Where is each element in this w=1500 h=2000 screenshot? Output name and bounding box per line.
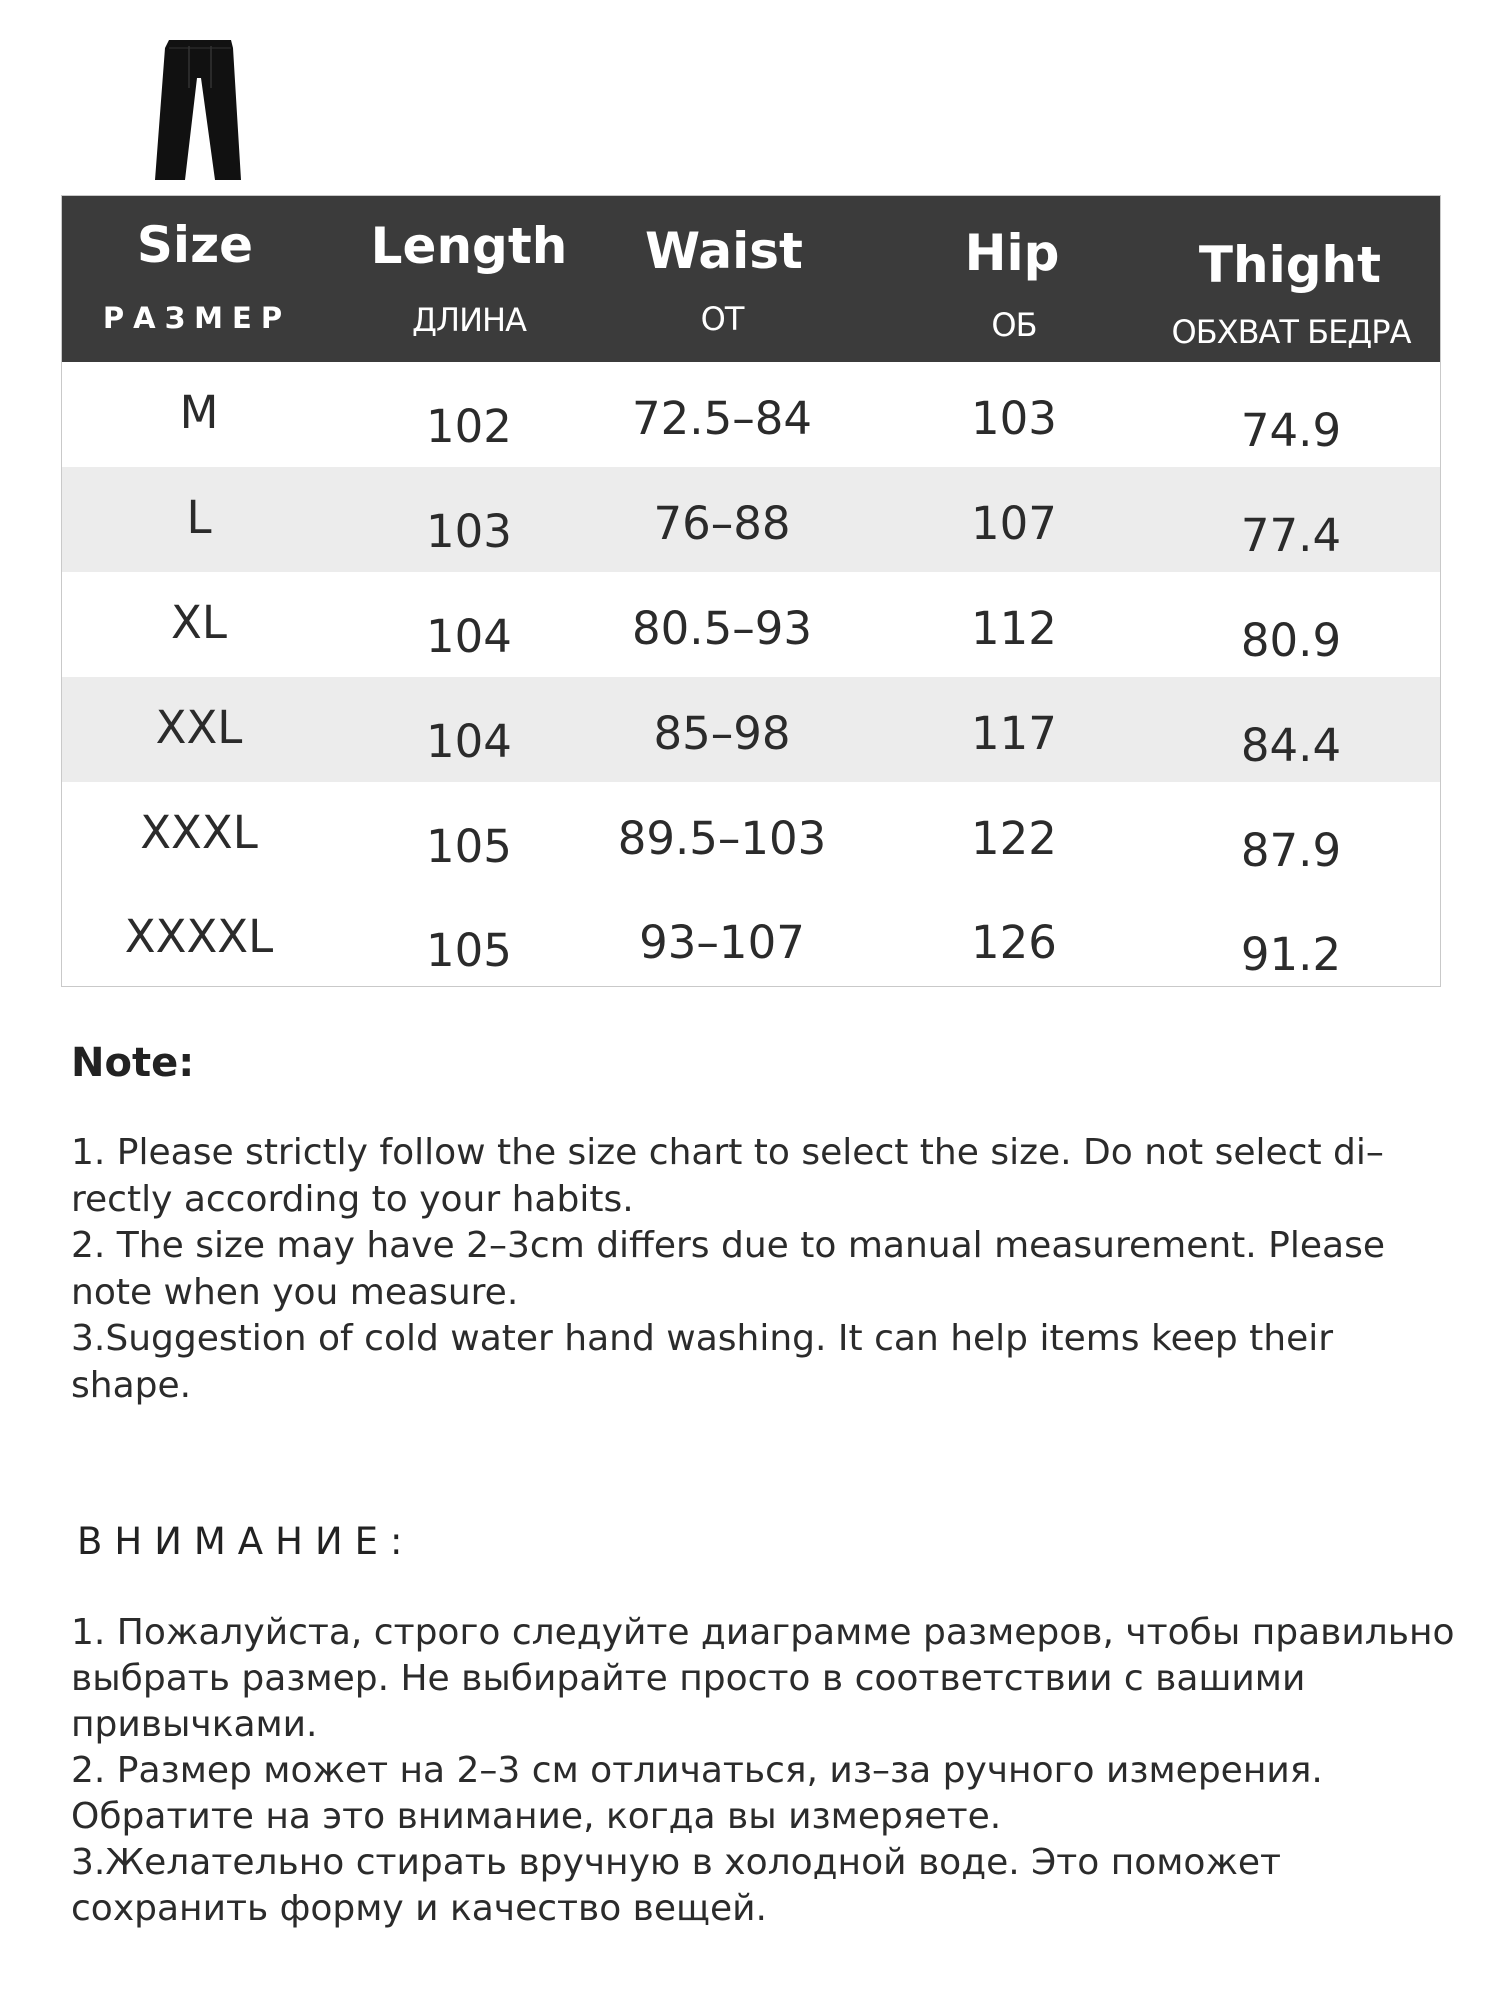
note-ru-item: 2. Размер может на 2–3 см отличаться, из–за ручного измерения. Обратите на это внимание, когда вы измеряете. — [71, 1750, 1323, 1837]
length-cell: 104 — [426, 610, 512, 663]
note-item: 3.Suggestion of cold water hand washing. It can help items keep their shape. — [71, 1318, 1334, 1406]
header-thigh-ru: ОБХВАТ БЕДРА — [1171, 313, 1411, 351]
length-cell: 102 — [426, 400, 512, 453]
header-length: Length — [370, 217, 568, 275]
note-body — [71, 1130, 1441, 1409]
waist-cell: 85–98 — [653, 707, 791, 760]
table-header — [62, 196, 1440, 362]
table-row — [62, 886, 1440, 986]
header-hip: Hip — [964, 224, 1060, 282]
size-cell: XXL — [155, 701, 243, 754]
header-length-ru: ДЛИНА — [412, 301, 526, 339]
length-cell: 105 — [426, 924, 512, 977]
waist-cell: 89.5–103 — [617, 812, 827, 865]
table-row — [62, 467, 1440, 572]
hip-cell: 107 — [971, 497, 1057, 550]
thigh-cell: 87.9 — [1240, 824, 1342, 877]
hip-cell: 112 — [971, 602, 1057, 655]
waist-cell: 93–107 — [639, 916, 805, 969]
table-row — [62, 782, 1440, 886]
header-waist: Waist — [645, 222, 803, 280]
thigh-cell: 77.4 — [1240, 509, 1342, 562]
hip-cell: 117 — [971, 707, 1057, 760]
header-waist-ru: ОТ — [700, 300, 744, 338]
table-row — [62, 677, 1440, 782]
header-size-ru: РАЗМЕР — [102, 301, 292, 335]
hip-cell: 103 — [971, 392, 1057, 445]
length-cell: 104 — [426, 715, 512, 768]
note-ru-title: ВНИМАНИЕ: — [77, 1520, 415, 1563]
note-title: Note: — [71, 1040, 195, 1086]
thigh-cell: 74.9 — [1240, 404, 1342, 457]
size-chart-table — [61, 195, 1441, 987]
size-cell: XXXXL — [124, 910, 274, 963]
header-thigh: Thight — [1198, 236, 1382, 294]
waist-cell: 80.5–93 — [632, 602, 812, 655]
note-ru-body — [71, 1610, 1461, 1932]
note-item: 1. Please strictly follow the size chart to select the size. Do not select di–rectly according to your habits. — [71, 1132, 1384, 1220]
thigh-cell: 91.2 — [1240, 928, 1342, 981]
size-cell: L — [186, 491, 212, 544]
waist-cell: 72.5–84 — [632, 392, 812, 445]
wide-leg-pants-icon — [145, 38, 255, 183]
thigh-cell: 80.9 — [1240, 614, 1342, 667]
size-cell: XXXL — [140, 806, 258, 859]
note-ru-item: 1. Пожалуйста, строго следуйте диаграмме размеров, чтобы правильно выбрать размер. Не выбирайте просто в соответствии с вашими привычками. — [71, 1612, 1455, 1745]
note-item: 2. The size may have 2–3cm differs due to manual measurement. Please note when you measure. — [71, 1225, 1385, 1313]
header-size: Size — [136, 216, 254, 274]
note-ru-item: 3.Желательно стирать вручную в холодной воде. Это поможет сохранить форму и качество вещей. — [71, 1842, 1281, 1929]
length-cell: 103 — [426, 505, 512, 558]
thigh-cell: 84.4 — [1240, 719, 1342, 772]
table-row — [62, 362, 1440, 467]
header-hip-ru: ОБ — [991, 306, 1037, 344]
waist-cell: 76–88 — [653, 497, 791, 550]
length-cell: 105 — [426, 820, 512, 873]
hip-cell: 126 — [971, 916, 1057, 969]
size-cell: XL — [171, 596, 227, 649]
hip-cell: 122 — [971, 812, 1057, 865]
size-cell: M — [179, 386, 219, 439]
table-row — [62, 572, 1440, 677]
